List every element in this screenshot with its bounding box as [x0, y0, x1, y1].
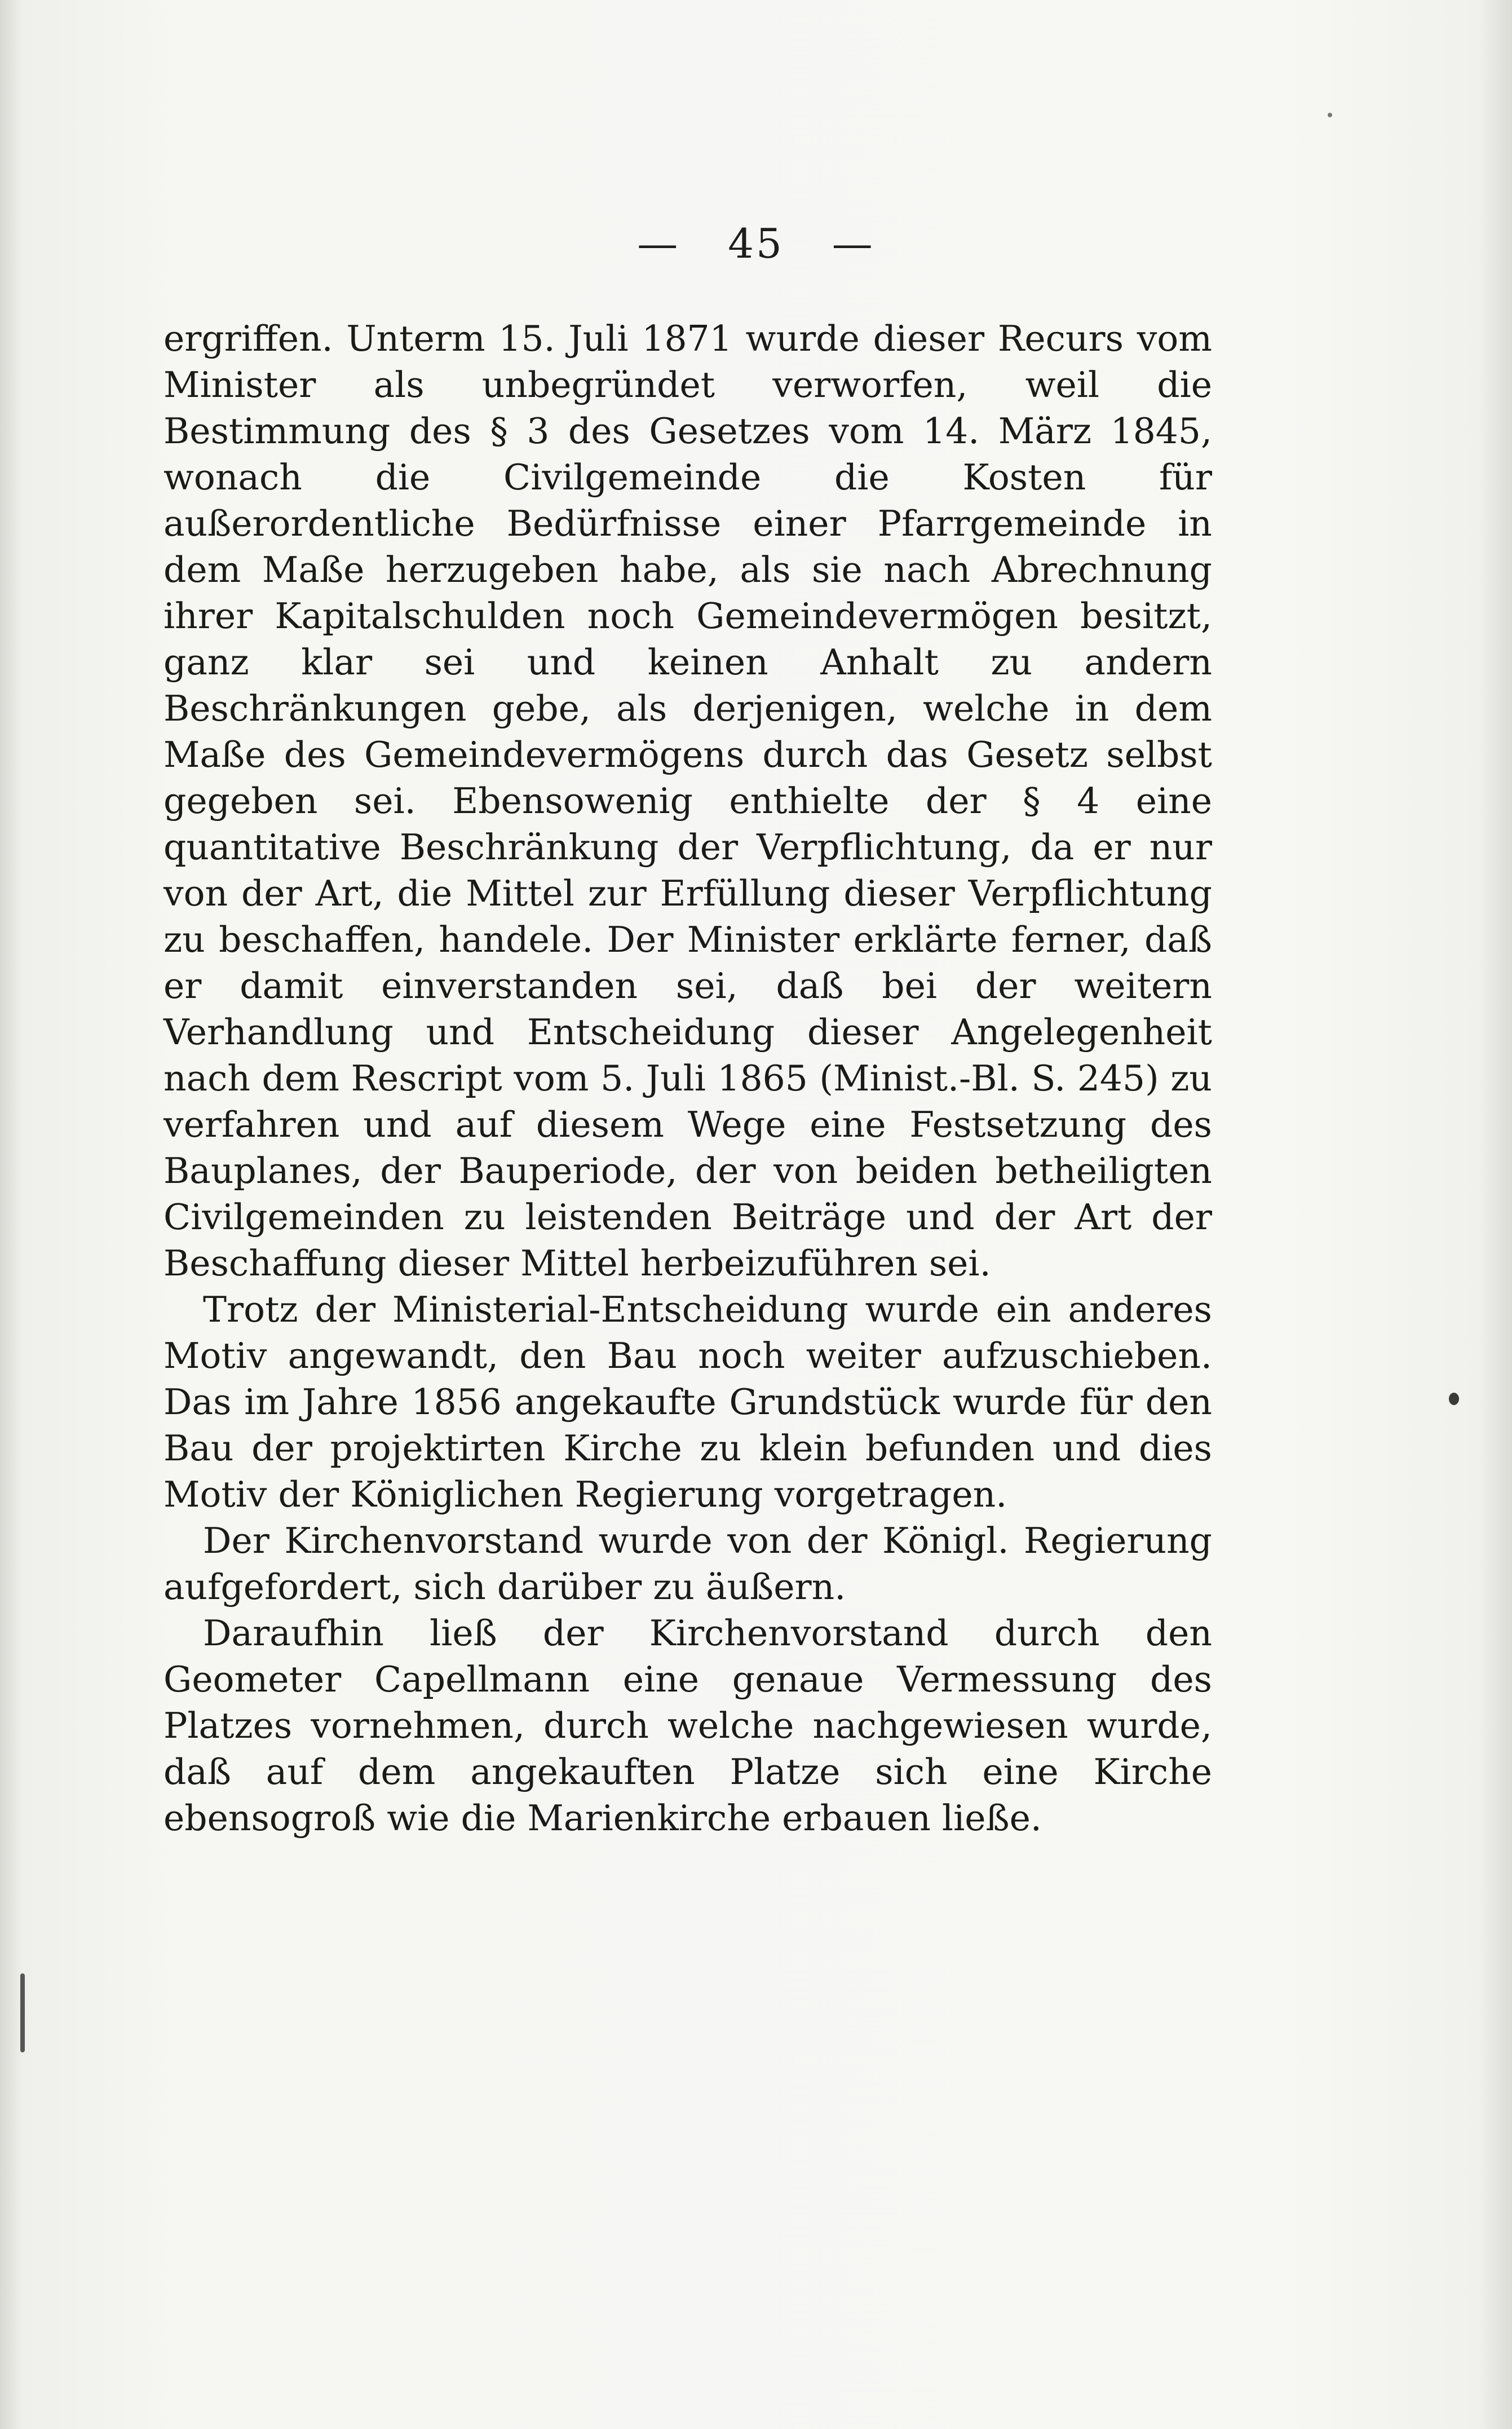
paragraph-4: Daraufhin ließ der Kirchenvorstand durch den Geometer Capellmann eine genaue Vermessung des Platzes vornehmen, durch welche nachgewiesen wurde, daß auf dem angekauften Platze sich eine Kirche ebensogroß wie die Marienkirche erbauen ließe.: [163, 1613, 1212, 1839]
ink-speck: [20, 1973, 25, 2052]
scan-shadow-right: [1478, 0, 1512, 2429]
body-text: [163, 316, 1212, 1841]
page-number-dash-left: —: [637, 220, 680, 267]
page-number-dash-right: —: [832, 220, 875, 267]
page-number-header: [0, 220, 1512, 267]
paragraph-1: ergriffen. Unterm 15. Juli 1871 wurde dieser Recurs vom Minister als unbegründet verworfen, weil die Bestimmung des § 3 des Gesetzes vom 14. März 1845, wonach die Civilgemeinde die Kosten für außerordentliche Bedürfnisse einer Pfarrgemeinde in dem Maße herzugeben habe, als sie nach Abrechnung ihrer Kapitalschulden noch Gemeindevermögen besitzt, ganz klar sei und keinen Anhalt zu andern Beschränkungen gebe, als derjenigen, welche in dem Maße des Gemeindevermögens durch das Gesetz selbst gegeben sei. Ebensowenig enthielte der § 4 eine quantitative Beschränkung der Verpflichtung, da er nur von der Art, die Mittel zur Erfüllung dieser Verpflichtung zu beschaffen, handele. Der Minister erklärte ferner, daß er damit einverstanden sei, daß bei der weitern Verhandlung und Entscheidung dieser Angelegenheit nach dem Rescript vom 5. Juli 1865 (Minist.-Bl. S. 245) zu verfahren und auf diesem Wege eine Festsetzung des Bauplanes, der Bauperiode, der von beiden betheiligten Civilgemeinden zu leistenden Beiträge und der Art der Beschaffung dieser Mittel herbeizuführen sei.: [163, 318, 1212, 1284]
scan-shadow-left: [0, 0, 23, 2429]
ink-speck: [1328, 113, 1332, 117]
paragraph-2: Trotz der Ministerial-Entscheidung wurde ein anderes Motiv angewandt, den Bau noch weiter aufzuschieben. Das im Jahre 1856 angekaufte Grundstück wurde für den Bau der projektirten Kirche zu klein befunden und dies Motiv der Königlichen Regierung vorgetragen.: [163, 1289, 1212, 1515]
ink-speck: [1449, 1393, 1459, 1405]
page-number: 45: [728, 220, 784, 267]
paragraph-3: Der Kirchenvorstand wurde von der Königl. Regierung aufgefordert, sich darüber zu äußern.: [163, 1520, 1212, 1607]
